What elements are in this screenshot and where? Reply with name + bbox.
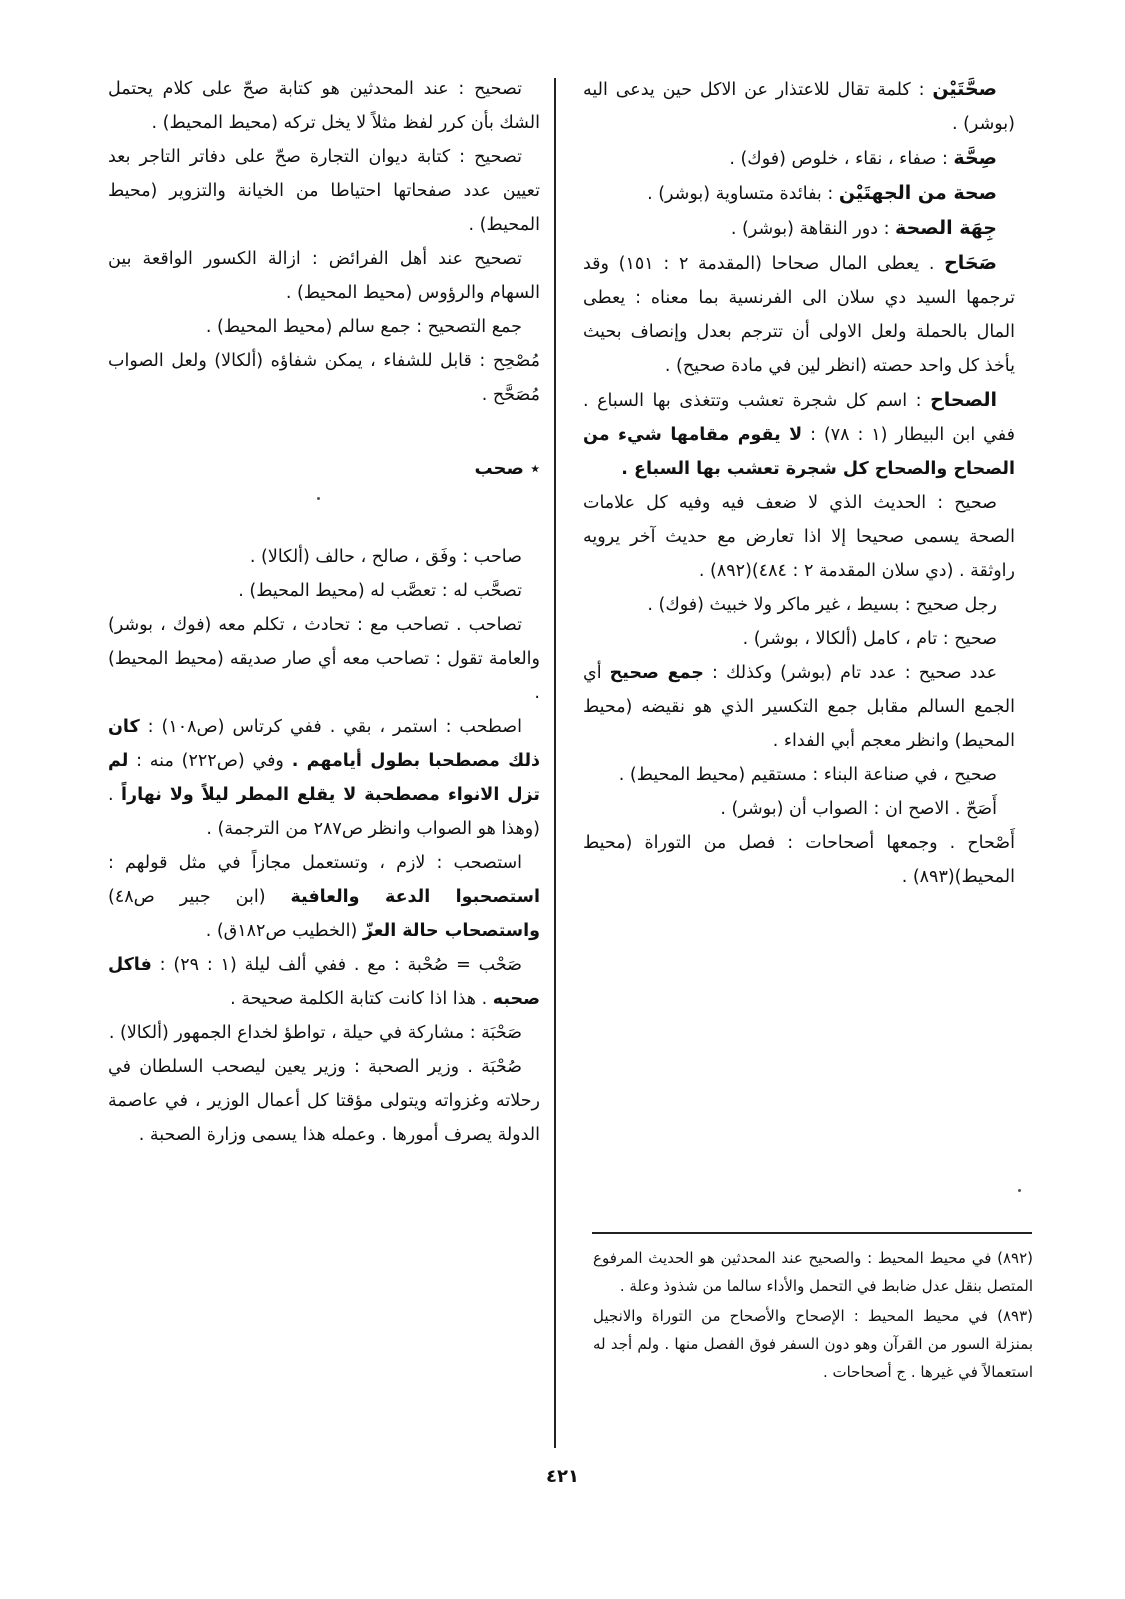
entry-text: صَحْبَة : مشاركة في حيلة ، تواطؤ لخداع الجمهور (ألكالا) . xyxy=(108,1023,522,1043)
entry-quote: فاكل صحبه xyxy=(108,955,540,1009)
dictionary-entry xyxy=(108,140,540,242)
dictionary-entry xyxy=(583,588,1015,622)
entry-text: تصاحب . تصاحب مع : تحادث ، تكلم معه (فوك ، بوشر) والعامة تقول : تصاحب معه أي صار صديقه (محيط المحيط) . xyxy=(108,615,540,703)
entry-text: تصحيح : كتابة ديوان التجارة صحّ على دفاتر التاجر بعد تعيين عدد صفحاتها احتياطا من الخيانة والتزوير (محيط المحيط) . xyxy=(108,147,540,235)
entry-text: جمع التصحيح : جمع سالم (محيط المحيط) . xyxy=(205,317,522,337)
entry-text: أَصْحاح . وجمعها أصحاحات : فصل من التوراة (محيط المحيط)(٨٩٣) . xyxy=(583,833,1015,887)
entry-text: : بفائدة متساوية (بوشر) . xyxy=(647,184,839,204)
footnote-number: (٨٩٣) xyxy=(997,1307,1033,1325)
dictionary-entry xyxy=(583,72,1015,141)
footnote xyxy=(593,1302,1033,1386)
entry-headword: الصحاح xyxy=(930,389,997,411)
entry-headword: صِحَّة xyxy=(953,147,997,169)
dictionary-entry xyxy=(108,242,540,310)
entry-text: . هذا اذا كانت كتابة الكلمة صحيحة . xyxy=(230,989,493,1009)
dictionary-entry xyxy=(108,846,540,948)
entry-text: : دور النقاهة (بوشر) . xyxy=(730,219,896,239)
scan-speck xyxy=(317,497,320,500)
left-column-top-entries xyxy=(108,72,540,412)
entry-quote: استصحبوا الدعة والعافية xyxy=(290,887,540,907)
dictionary-entry xyxy=(108,948,540,1016)
entry-text: اصطحب : استمر ، بقي . ففي كرتاس (ص١٠٨) : xyxy=(139,717,522,737)
dictionary-entry xyxy=(583,656,1015,758)
entry-text: . (وهذا هو الصواب وانظر ص٢٨٧ من الترجمة) . xyxy=(108,785,540,839)
entry-text: تصحَّب له : تعصَّب له (محيط المحيط) . xyxy=(238,581,522,601)
entry-text: صحيح ، في صناعة البناء : مستقيم (محيط المحيط) . xyxy=(618,765,997,785)
entry-text: صُحْبَة . وزير الصحبة : وزير يعين ليصحب السلطان في رحلاته وغزواته ويتولى مؤقتا كل أعمال الوزير ، في عاصمة الدولة يصرف أمورها . وعمله هذا يسمى وزارة الصحبة . xyxy=(108,1057,540,1145)
section-heading: ٭ صحب xyxy=(474,458,540,479)
dictionary-entry xyxy=(583,176,1015,211)
entry-quote: واستصحاب حالة العزّ xyxy=(362,921,540,941)
footnote-text: في محيط المحيط : والصحيح عند المحدثين هو الحديث المرفوع المتصل بنقل عدل ضابط في التحمل والأداء سالما من شذوذ وعلة . xyxy=(593,1249,1033,1295)
entry-text: رجل صحيح : بسيط ، غير ماكر ولا خبيث (فوك) . xyxy=(647,595,997,615)
entry-text: : كلمة تقال للاعتذار عن الاكل حين يدعى اليه (بوشر) . xyxy=(583,80,1015,134)
left-column xyxy=(108,72,540,1152)
entry-text: (الخطيب ص١٨٢ق) . xyxy=(205,921,363,941)
dictionary-entry xyxy=(583,758,1015,792)
dictionary-entry xyxy=(583,486,1015,588)
dictionary-entry xyxy=(583,383,1015,486)
entry-headword: جِهَة الصحة xyxy=(895,217,997,239)
entry-text: وفي (ص٢٢٢) منه : xyxy=(128,751,292,771)
entry-headword: صحَّتَيْن xyxy=(932,78,997,100)
left-column-bottom-entries xyxy=(108,540,540,1152)
right-column xyxy=(583,72,1015,894)
entry-text: . يعطى المال صحاحا (المقدمة ٢ : ١٥١) وقد ترجمها السيد دي سلان الى الفرنسية بما معناه : يعطى المال بالحملة ولعل الاولى أن تترجم بعدل وإنصاف بحيث يأخذ كل واحد حصته (انظر لين في مادة صحيح) . xyxy=(583,254,1015,376)
entry-quote: كان ذلك مصطحبا بطول أيامهم . xyxy=(108,717,541,771)
entry-quote: لم تزل الانواء مصطحبة لا يقلع المطر ليلاً ولا نهاراً xyxy=(108,751,540,805)
footnote-text: في محيط المحيط : الإصحاح والأصحاح من التوراة والانجيل بمنزلة السور من القرآن وهو دون السفر فوق الفصل منها . ولم أجد له استعمالاً في غيرها . ج أصحاحات . xyxy=(593,1307,1033,1381)
dictionary-entry xyxy=(108,608,540,710)
section-spacer xyxy=(108,412,540,452)
entry-headword: صَحَاح xyxy=(944,252,997,274)
dictionary-entry xyxy=(108,72,540,140)
dictionary-entry xyxy=(108,540,540,574)
entry-text: تصحيح عند أهل الفرائض : ازالة الكسور الواقعة بين السهام والرؤوس (محيط المحيط) . xyxy=(108,249,540,303)
dictionary-entry xyxy=(583,826,1015,894)
entry-text: صَحْب = صُحْبة : مع . ففي ألف ليلة (١ : ٢٩) : xyxy=(151,955,522,975)
entry-quote: جمع صحيح xyxy=(609,663,704,683)
entry-text: صحيح : تام ، كامل (ألكالا ، بوشر) . xyxy=(742,629,997,649)
dictionary-entry xyxy=(108,310,540,344)
footnote-number: (٨٩٢) xyxy=(997,1249,1033,1267)
column-divider xyxy=(554,78,556,1448)
entry-quote: لا يقوم مقامها شيء من الصحاح والصحاح كل شجرة تعشب بها السباع . xyxy=(583,425,1015,479)
entry-text: تصحيح : عند المحدثين هو كتابة صحّ على كلام يحتمل الشك بأن كرر لفظ مثلاً لا يخل تركه (محيط المحيط) . xyxy=(108,79,540,133)
dictionary-entry xyxy=(108,574,540,608)
entry-text: استصحب : لازم ، وتستعمل مجازاً في مثل قولهم : xyxy=(108,853,522,873)
entry-text: مُصْحِح : قابل للشفاء ، يمكن شفاؤه (ألكالا) ولعل الصواب مُصَحَّح . xyxy=(108,351,540,405)
dictionary-entry xyxy=(583,246,1015,383)
entry-text: عدد صحيح : عدد تام (بوشر) وكذلك : xyxy=(703,663,998,683)
footnote-rule xyxy=(592,1232,1032,1234)
dictionary-entry xyxy=(108,344,540,412)
footnotes xyxy=(593,1244,1033,1388)
scan-speck xyxy=(1018,1189,1021,1192)
entry-headword: صحة من الجهتَيْن xyxy=(838,182,997,204)
dictionary-entry xyxy=(583,141,1015,176)
dictionary-entry xyxy=(108,1016,540,1050)
dictionary-entry xyxy=(583,211,1015,246)
entry-text: أي الجمع السالم مقابل جمع التكسير الذي هو نقيضه (محيط المحيط) وانظر معجم أبي الفداء . xyxy=(583,663,1015,751)
dictionary-entry xyxy=(108,1050,540,1152)
footnote xyxy=(593,1244,1033,1300)
page-number: ٤٢١ xyxy=(546,1466,579,1487)
dictionary-entry xyxy=(108,710,540,846)
entry-text: صاحب : وفَق ، صالح ، حالف (ألكالا) . xyxy=(249,547,522,567)
entry-text: (ابن جبير ص٤٨) xyxy=(108,887,291,907)
entry-text: : صفاء ، نقاء ، خلوص (فوك) . xyxy=(729,149,954,169)
dictionary-entry xyxy=(583,622,1015,656)
entry-text: صحيح : الحديث الذي لا ضعف فيه وفيه كل علامات الصحة يسمى صحيحا إلا اذا تعارض مع حديث آخر يرويه راوثقة . (دي سلان المقدمة ٢ : ٤٨٤)(٨٩٢) . xyxy=(583,493,1015,581)
entry-text: : اسم كل شجرة تعشب وتتغذى بها السباع . ففي ابن البيطار (١ : ٧٨) : xyxy=(583,391,1015,445)
entry-text: أَصَحّ . الاصح ان : الصواب أن (بوشر) . xyxy=(720,799,997,819)
dictionary-entry xyxy=(583,792,1015,826)
